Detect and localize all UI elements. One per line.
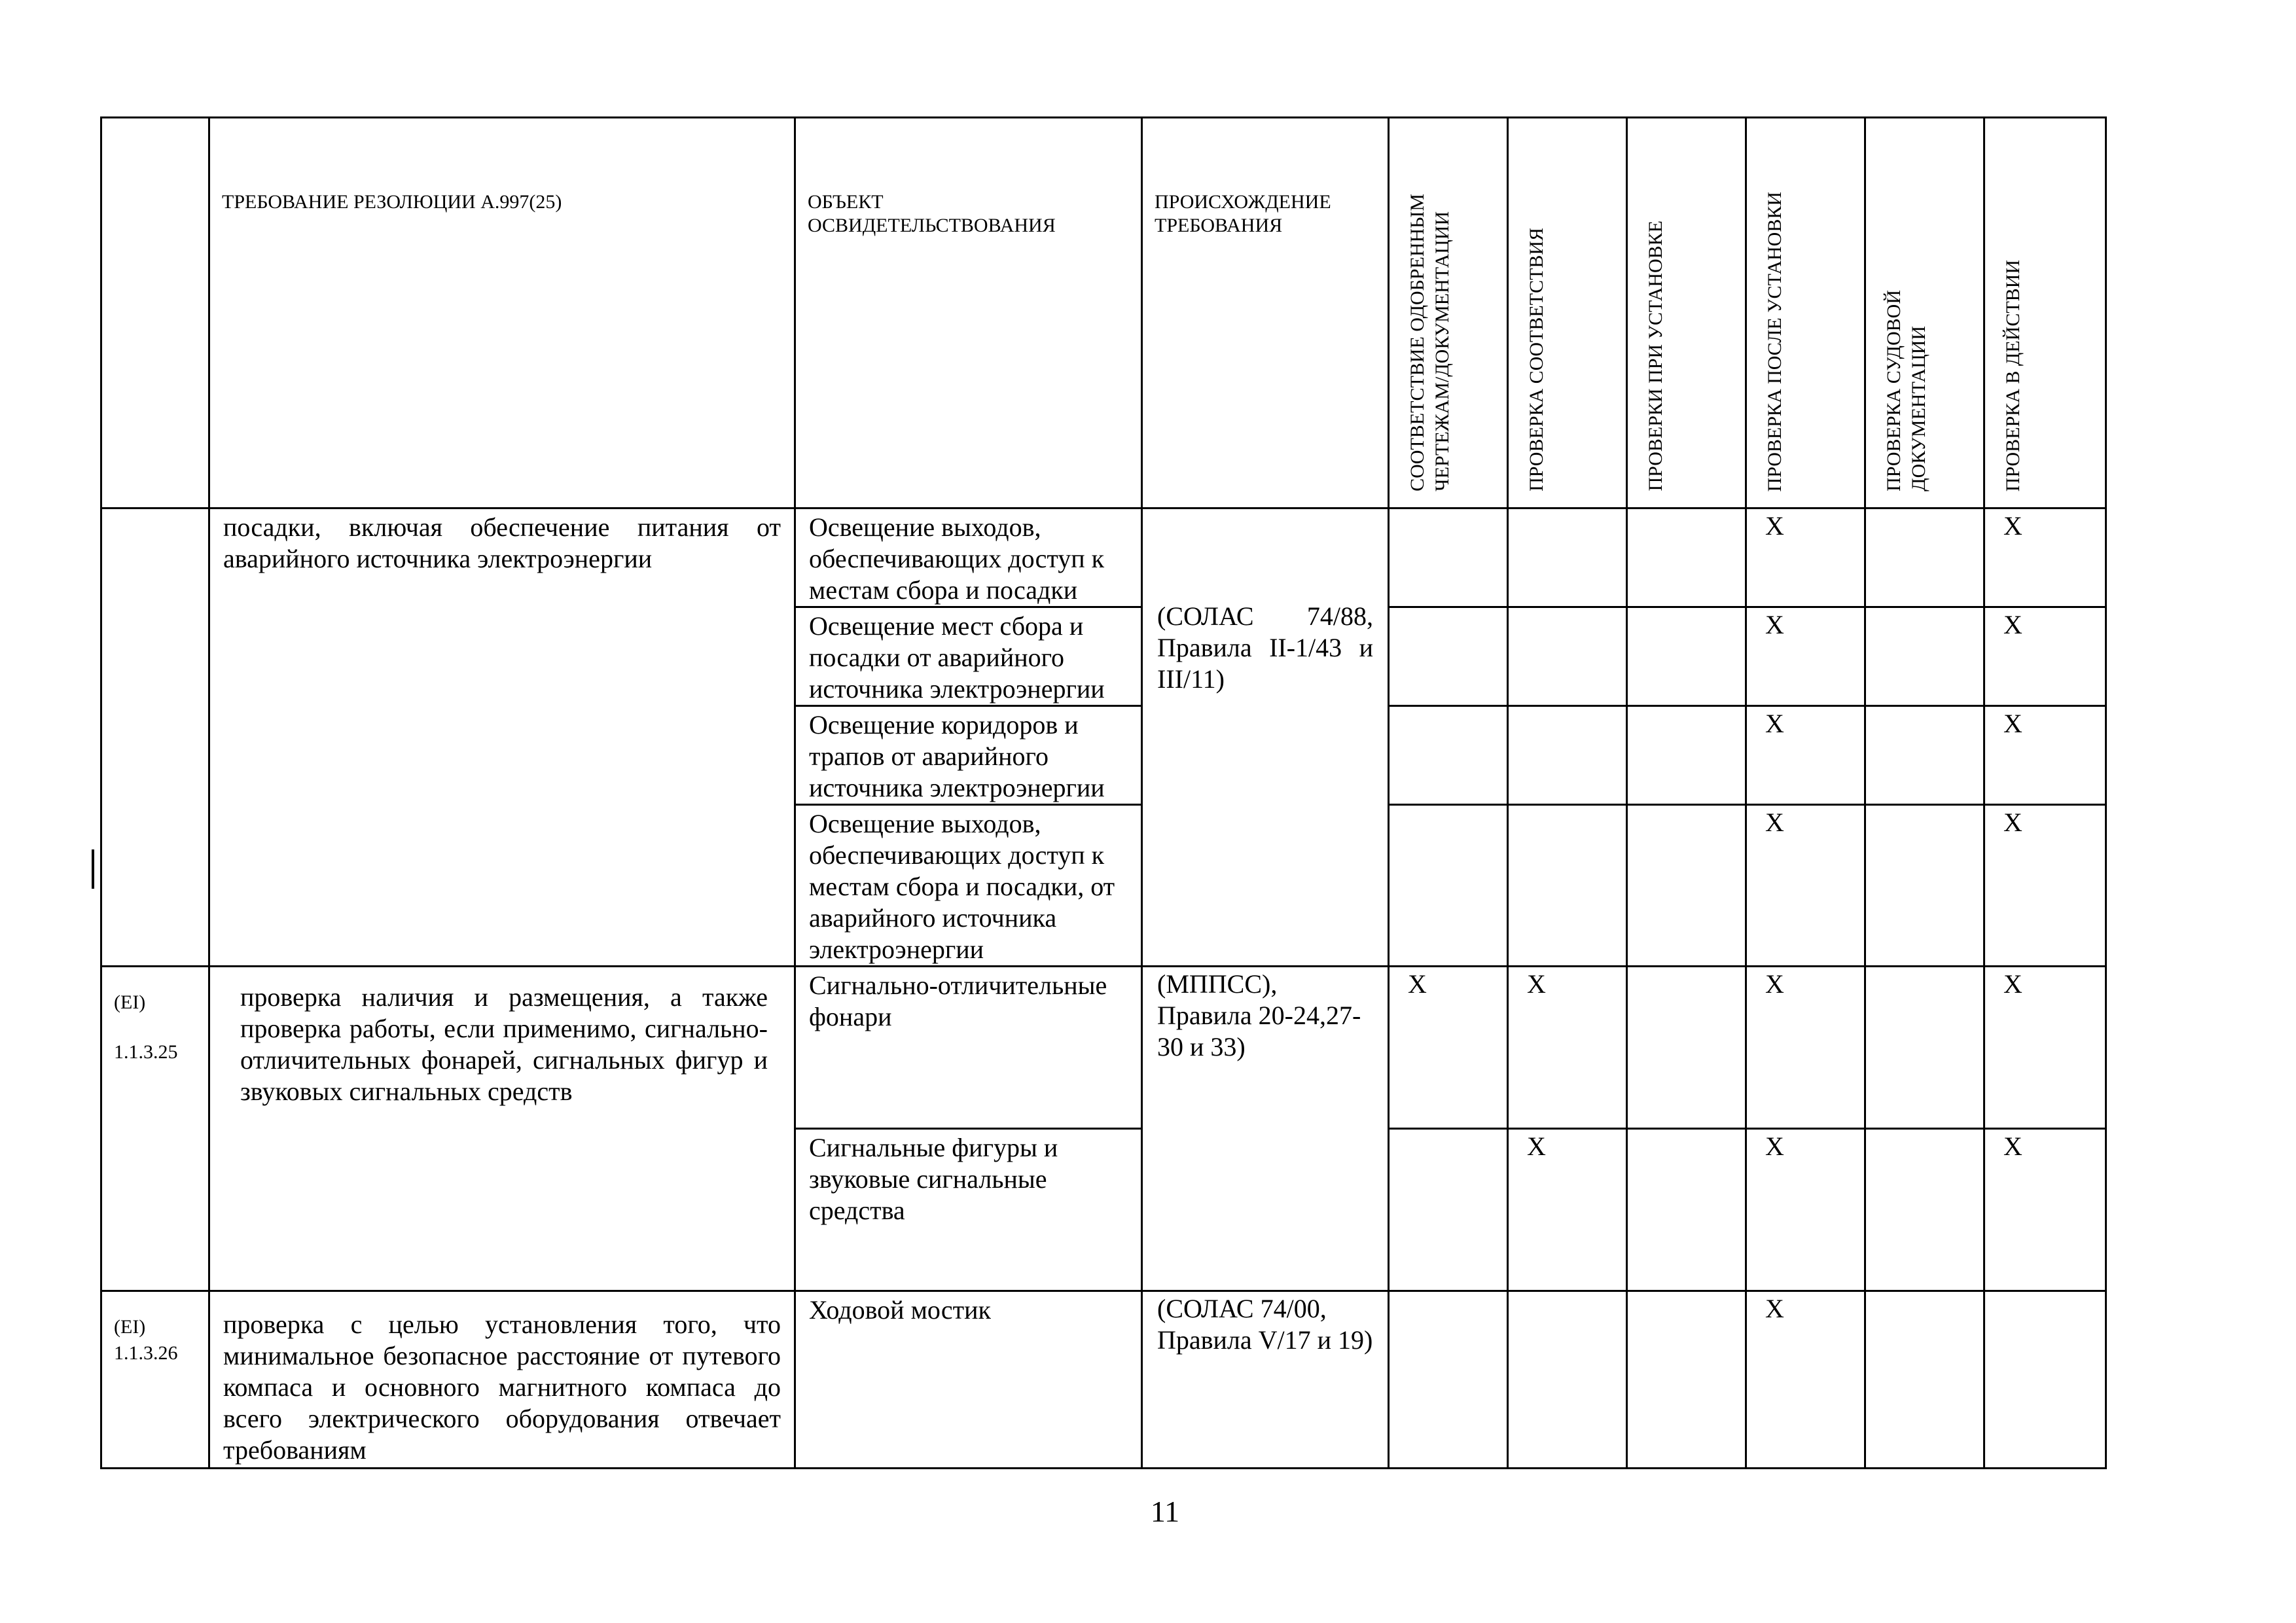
s3-ship-docs xyxy=(1865,1291,1984,1469)
s2-object-2: Сигнальные фигуры и звуковые сигнальные средства xyxy=(795,1129,1142,1291)
s1r1-ship-docs xyxy=(1865,508,1984,607)
s1r1-install xyxy=(1627,508,1746,607)
revision-margin-bar xyxy=(92,849,94,889)
s1r3-ship-docs xyxy=(1865,706,1984,805)
header-row xyxy=(101,118,2106,508)
header-operation xyxy=(1984,118,2106,508)
header-ship-docs-label: ПРОВЕРКА СУДОВОЙ ДОКУМЕНТАЦИИ xyxy=(1883,290,1929,491)
s1r1-drawings xyxy=(1389,508,1508,607)
s1r3-drawings xyxy=(1389,706,1508,805)
s3-code-line1: (EI) xyxy=(114,1316,146,1338)
s1r4-install xyxy=(1627,805,1746,967)
header-operation-label: ПРОВЕРКА В ДЕЙСТВИИ xyxy=(2002,259,2024,491)
s1-object-4: Освещение выходов, обеспечивающих доступ к местам сбора и посадки, от аварийного источника электроэнергии xyxy=(795,805,1142,967)
s1-code-cell xyxy=(101,508,209,967)
s1-requirement: посадки, включая обеспечение питания от аварийного источника электроэнергии xyxy=(209,508,795,967)
s2r2-drawings xyxy=(1389,1129,1508,1291)
s1r3-after-install: X xyxy=(1746,706,1865,805)
s1-object-3: Освещение коридоров и трапов от аварийного источника электроэнергии xyxy=(795,706,1142,805)
s3-code-line2: 1.1.3.26 xyxy=(114,1342,178,1364)
table-row xyxy=(101,1291,2106,1469)
s1r2-install xyxy=(1627,607,1746,706)
s2-code-line1: (EI) xyxy=(114,991,146,1013)
s1r4-drawings xyxy=(1389,805,1508,967)
s2r2-conformity: X xyxy=(1508,1129,1627,1291)
page-number: 11 xyxy=(1150,1495,1180,1528)
s1r3-operation: X xyxy=(1984,706,2106,805)
s2r2-ship-docs xyxy=(1865,1129,1984,1291)
s1r2-conformity xyxy=(1508,607,1627,706)
s1r2-ship-docs xyxy=(1865,607,1984,706)
header-after-install-label: ПРОВЕРКА ПОСЛЕ УСТАНОВКИ xyxy=(1764,191,1785,491)
s2-code-cell xyxy=(101,967,209,1291)
s1-origin: (СОЛАС 74/88, Правила II-1/43 и III/11) xyxy=(1142,508,1389,967)
s2r2-install xyxy=(1627,1129,1746,1291)
s1r4-ship-docs xyxy=(1865,805,1984,967)
header-conformity xyxy=(1508,118,1627,508)
s2r2-after-install: X xyxy=(1746,1129,1865,1291)
s2r1-install xyxy=(1627,967,1746,1129)
s2r1-operation: X xyxy=(1984,967,2106,1129)
s2r2-operation: X xyxy=(1984,1129,2106,1291)
header-ship-docs xyxy=(1865,118,1984,508)
table-row xyxy=(101,967,2106,1129)
s1r4-after-install: X xyxy=(1746,805,1865,967)
s3-object: Ходовой мостик xyxy=(795,1291,1142,1469)
s2-origin: (МППСС), Правила 20-24,27-30 и 33) xyxy=(1142,967,1389,1291)
s1r2-after-install: X xyxy=(1746,607,1865,706)
s1r1-after-install: X xyxy=(1746,508,1865,607)
s1-object-1: Освещение выходов, обеспечивающих доступ к местам сбора и посадки xyxy=(795,508,1142,607)
s3-origin: (СОЛАС 74/00, Правила V/17 и 19) xyxy=(1142,1291,1389,1469)
s3-code-cell xyxy=(101,1291,209,1469)
s3-conformity xyxy=(1508,1291,1627,1469)
s2-requirement: проверка наличия и размещения, а также проверка работы, если применимо, сигнально-отличительных фонарей, сигнальных фигур и звуковых сигнальных средств xyxy=(209,967,795,1291)
s1r2-drawings xyxy=(1389,607,1508,706)
table-row xyxy=(101,508,2106,607)
s1r4-operation: X xyxy=(1984,805,2106,967)
header-conformity-label: ПРОВЕРКА СООТВЕТСТВИЯ xyxy=(1526,228,1547,491)
s2r1-ship-docs xyxy=(1865,967,1984,1129)
header-requirement: ТРЕБОВАНИЕ РЕЗОЛЮЦИИ А.997(25) xyxy=(209,118,795,508)
header-install xyxy=(1627,118,1746,508)
s2r1-after-install: X xyxy=(1746,967,1865,1129)
s3-drawings xyxy=(1389,1291,1508,1469)
header-origin: ПРОИСХОЖДЕНИЕ ТРЕБОВАНИЯ xyxy=(1142,118,1389,508)
s1r3-install xyxy=(1627,706,1746,805)
s2r1-conformity: X xyxy=(1508,967,1627,1129)
s1r1-conformity xyxy=(1508,508,1627,607)
s2-object-1: Сигнально-отличительные фонари xyxy=(795,967,1142,1129)
s3-after-install: X xyxy=(1746,1291,1865,1469)
header-install-label: ПРОВЕРКИ ПРИ УСТАНОВКЕ xyxy=(1645,221,1666,491)
header-object: ОБЪЕКТ ОСВИДЕТЕЛЬСТВОВАНИЯ xyxy=(795,118,1142,508)
s1r2-operation: X xyxy=(1984,607,2106,706)
s3-operation xyxy=(1984,1291,2106,1469)
header-drawings-label: СООТВЕТСТВИЕ ОДОБРЕННЫМ ЧЕРТЕЖАМ/ДОКУМЕНТАЦИИ xyxy=(1407,194,1453,491)
header-code-cell xyxy=(101,118,209,508)
s1r1-operation: X xyxy=(1984,508,2106,607)
header-after-install xyxy=(1746,118,1865,508)
s2r1-drawings: X xyxy=(1389,967,1508,1129)
s1r4-conformity xyxy=(1508,805,1627,967)
s3-requirement: проверка с целью установления того, что минимальное безопасное расстояние от путевого компаса и основного магнитного компаса до всего электрического оборудования отвечает требованиям xyxy=(209,1291,795,1469)
header-drawings xyxy=(1389,118,1508,508)
requirements-table xyxy=(100,116,2107,1469)
s1-object-2: Освещение мест сбора и посадки от аварийного источника электроэнергии xyxy=(795,607,1142,706)
s3-install xyxy=(1627,1291,1746,1469)
s1r3-conformity xyxy=(1508,706,1627,805)
s2-code-line2: 1.1.3.25 xyxy=(114,1041,178,1063)
